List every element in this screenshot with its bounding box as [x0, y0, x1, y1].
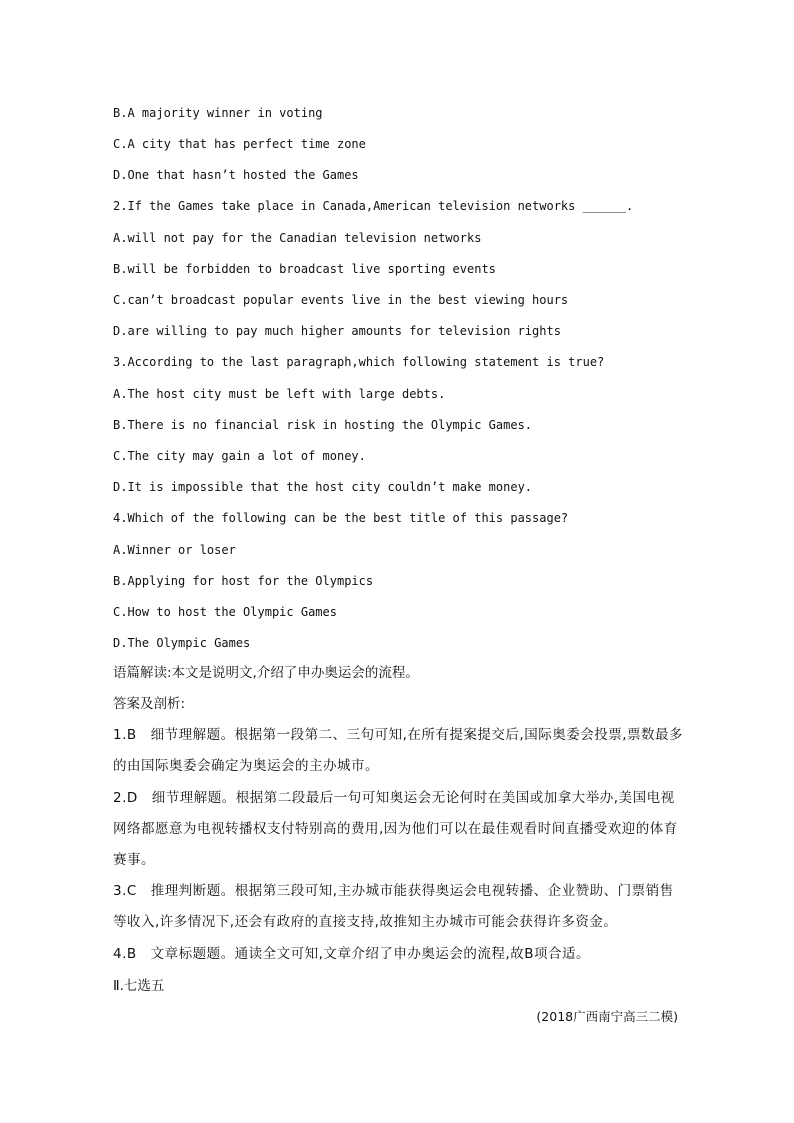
q3-option-a: A.The host city must be left with large debts.	[113, 387, 446, 401]
q3-option-b: B.There is no financial risk in hosting the Olympic Games.	[113, 418, 533, 432]
q1-option-c: C.A city that has perfect time zone	[113, 137, 366, 151]
q2-option-a: A.will not pay for the Canadian television networks	[113, 231, 482, 245]
answer-1: 1.B 细节理解题。根据第一段第二、三句可知,在所有提案提交后,国际奥委会投票,票数最多的由国际奥委会确定为奥运会的主办城市。	[113, 727, 684, 774]
q4-option-c: C.How to host the Olympic Games	[113, 605, 337, 619]
section-heading: Ⅱ.七选五	[113, 978, 165, 994]
q3-stem: 3.According to the last paragraph,which following statement is true?	[113, 355, 605, 369]
answer-4: 4.B 文章标题题。通读全文可知,文章介绍了申办奥运会的流程,故B项合适。	[113, 946, 590, 962]
q4-option-d: D.The Olympic Games	[113, 636, 251, 650]
q3-option-d: D.It is impossible that the host city couldn’t make money.	[113, 480, 533, 494]
q4-option-b: B.Applying for host for the Olympics	[113, 574, 374, 588]
q4-stem: 4.Which of the following can be the best title of this passage?	[113, 511, 569, 525]
q3-option-c: C.The city may gain a lot of money.	[113, 449, 366, 463]
q2-option-b: B.will be forbidden to broadcast live sporting events	[113, 262, 496, 276]
source-citation: (2018广西南宁高三二模)	[536, 1009, 678, 1024]
q4-option-a: A.Winner or loser	[113, 543, 236, 557]
answers-heading: 答案及剖析:	[113, 696, 186, 712]
passage-note: 语篇解读:本文是说明文,介绍了申办奥运会的流程。	[113, 665, 419, 681]
q2-option-c: C.can’t broadcast popular events live in the best viewing hours	[113, 293, 569, 307]
q2-option-d: D.are willing to pay much higher amounts for television rights	[113, 324, 561, 338]
q1-option-b: B.A majority winner in voting	[113, 106, 323, 120]
answer-3: 3.C 推理判断题。根据第三段可知,主办城市能获得奥运会电视转播、企业赞助、门票销售等收入,许多情况下,还会有政府的直接支持,故推知主办城市可能会获得许多资金。	[113, 883, 674, 930]
q2-stem: 2.If the Games take place in Canada,American television networks ______.	[113, 199, 634, 213]
answer-2: 2.D 细节理解题。根据第二段最后一句可知奥运会无论何时在美国或加拿大举办,美国电视网络都愿意为电视转播权支付特别高的费用,因为他们可以在最佳观看时间直播受欢迎的体育赛事。	[113, 790, 678, 868]
q1-option-d: D.One that hasn’t hosted the Games	[113, 168, 359, 182]
